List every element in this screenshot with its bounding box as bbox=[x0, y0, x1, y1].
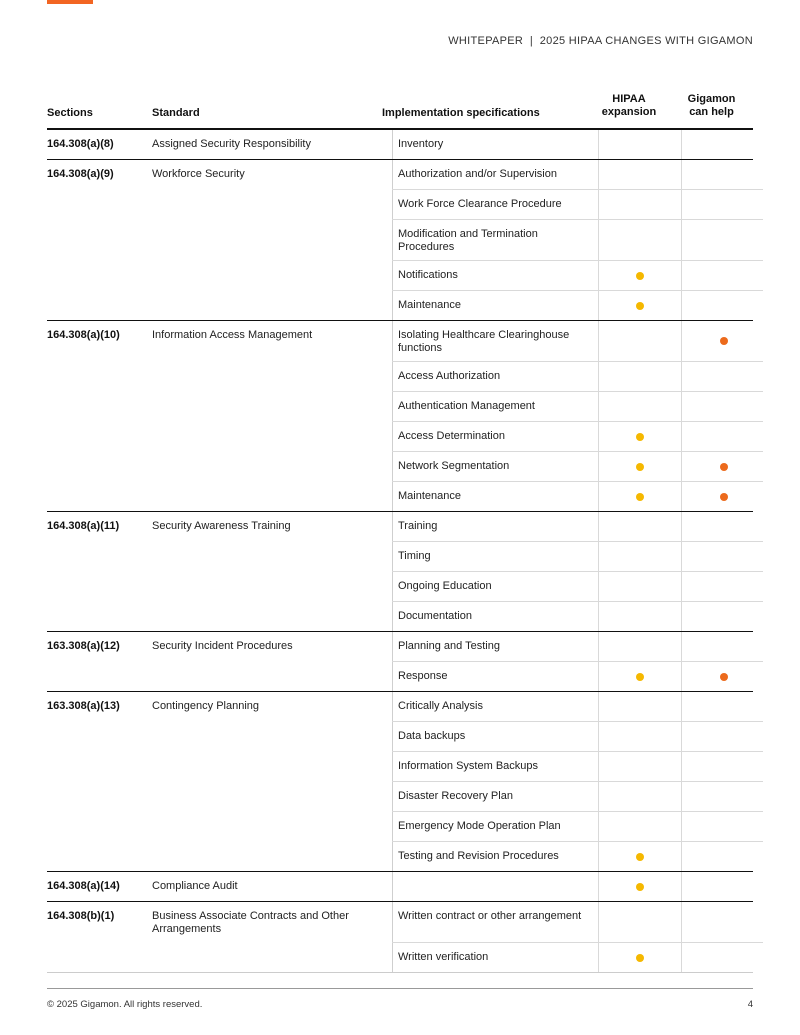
table-group bbox=[47, 130, 753, 160]
spec-cell: Inventory bbox=[392, 130, 598, 159]
section-cell: 164.308(a)(11) bbox=[47, 520, 120, 532]
page-number: 4 bbox=[747, 999, 753, 1010]
table-group bbox=[47, 512, 753, 632]
hipaa-cell bbox=[598, 392, 681, 421]
section-cell: 164.308(a)(9) bbox=[47, 168, 114, 180]
spec-rows bbox=[392, 692, 763, 871]
table-row bbox=[392, 220, 763, 261]
table-row bbox=[392, 842, 763, 871]
hipaa-expansion-dot-icon bbox=[636, 853, 644, 861]
column-header-implementation: Implementation specifications bbox=[382, 107, 540, 119]
table-row bbox=[392, 261, 763, 291]
gigamon-can-help-dot-icon bbox=[720, 463, 728, 471]
hipaa-cell bbox=[598, 362, 681, 391]
spec-cell: Network Segmentation bbox=[392, 452, 598, 481]
table-row bbox=[392, 362, 763, 392]
gigamon-cell bbox=[681, 160, 765, 189]
gigamon-cell bbox=[681, 362, 765, 391]
spec-cell: Testing and Revision Procedures bbox=[392, 842, 598, 871]
section-cell: 164.308(b)(1) bbox=[47, 910, 115, 922]
gigamon-cell bbox=[681, 902, 765, 942]
spec-cell: Written contract or other arrangement bbox=[392, 902, 598, 942]
spec-rows bbox=[392, 872, 763, 901]
gigamon-cell bbox=[681, 512, 765, 541]
table-row bbox=[392, 452, 763, 482]
table-group bbox=[47, 902, 753, 973]
spec-cell: Critically Analysis bbox=[392, 692, 598, 721]
gigamon-cell bbox=[681, 812, 765, 841]
table-row bbox=[392, 190, 763, 220]
spec-rows bbox=[392, 512, 763, 631]
table-row bbox=[392, 662, 763, 691]
spec-cell: Access Authorization bbox=[392, 362, 598, 391]
gigamon-cell bbox=[681, 392, 765, 421]
spec-cell: Planning and Testing bbox=[392, 632, 598, 661]
gigamon-cell bbox=[681, 291, 765, 320]
section-cell: 164.308(a)(10) bbox=[47, 329, 120, 341]
gigamon-cell bbox=[681, 662, 765, 691]
hipaa-expansion-dot-icon bbox=[636, 954, 644, 962]
gigamon-cell bbox=[681, 602, 765, 631]
hipaa-cell bbox=[598, 220, 681, 260]
hipaa-cell bbox=[598, 722, 681, 751]
spec-rows bbox=[392, 632, 763, 691]
section-cell: 163.308(a)(12) bbox=[47, 640, 120, 652]
spec-cell bbox=[392, 872, 598, 901]
table-row bbox=[392, 572, 763, 602]
table-row bbox=[392, 422, 763, 452]
table-row bbox=[392, 722, 763, 752]
gigamon-can-help-dot-icon bbox=[720, 337, 728, 345]
hipaa-table bbox=[47, 90, 753, 973]
hipaa-expansion-dot-icon bbox=[636, 493, 644, 501]
accent-bar bbox=[47, 0, 93, 4]
hipaa-cell bbox=[598, 692, 681, 721]
standard-cell: Information Access Management bbox=[152, 329, 313, 341]
table-row bbox=[392, 160, 763, 190]
hipaa-cell bbox=[598, 812, 681, 841]
standard-cell: Assigned Security Responsibility bbox=[152, 138, 311, 150]
hipaa-expansion-dot-icon bbox=[636, 883, 644, 891]
column-header-standard: Standard bbox=[152, 107, 200, 119]
table-group bbox=[47, 321, 753, 512]
hipaa-cell bbox=[598, 321, 681, 361]
table-row bbox=[392, 692, 763, 722]
spec-cell: Documentation bbox=[392, 602, 598, 631]
spec-cell: Maintenance bbox=[392, 482, 598, 511]
spec-cell: Access Determination bbox=[392, 422, 598, 451]
gigamon-cell bbox=[681, 782, 765, 811]
spec-rows bbox=[392, 321, 763, 511]
table-group bbox=[47, 160, 753, 321]
hipaa-cell bbox=[598, 842, 681, 871]
hipaa-cell bbox=[598, 542, 681, 571]
section-cell: 164.308(a)(14) bbox=[47, 880, 120, 892]
spec-cell: Timing bbox=[392, 542, 598, 571]
hipaa-cell bbox=[598, 422, 681, 451]
spec-rows bbox=[392, 130, 763, 159]
spec-cell: Information System Backups bbox=[392, 752, 598, 781]
gigamon-cell bbox=[681, 632, 765, 661]
spec-cell: Emergency Mode Operation Plan bbox=[392, 812, 598, 841]
gigamon-cell bbox=[681, 220, 765, 260]
table-row bbox=[392, 902, 763, 943]
table-row bbox=[392, 291, 763, 320]
hipaa-cell bbox=[598, 872, 681, 901]
column-header-gigamon-line2: can help bbox=[689, 106, 734, 118]
spec-cell: Maintenance bbox=[392, 291, 598, 320]
column-header-hipaa-line2: expansion bbox=[601, 106, 657, 118]
spec-cell: Work Force Clearance Procedure bbox=[392, 190, 598, 219]
spec-cell: Ongoing Education bbox=[392, 572, 598, 601]
spec-cell: Response bbox=[392, 662, 598, 691]
gigamon-cell bbox=[681, 130, 765, 159]
table-row bbox=[392, 812, 763, 842]
column-header-hipaa bbox=[588, 93, 670, 128]
spec-cell: Modification and Termination Procedures bbox=[392, 220, 598, 260]
footer-copyright: © 2025 Gigamon. All rights reserved. bbox=[47, 999, 203, 1010]
gigamon-cell bbox=[681, 261, 765, 290]
standard-cell: Compliance Audit bbox=[152, 880, 238, 892]
gigamon-can-help-dot-icon bbox=[720, 673, 728, 681]
table-group bbox=[47, 872, 753, 902]
table-row bbox=[392, 130, 763, 159]
hipaa-cell bbox=[598, 130, 681, 159]
spec-rows bbox=[392, 902, 763, 972]
table-row bbox=[392, 602, 763, 631]
hipaa-cell bbox=[598, 190, 681, 219]
spec-rows bbox=[392, 160, 763, 320]
hipaa-cell bbox=[598, 662, 681, 691]
gigamon-cell bbox=[681, 722, 765, 751]
table-group bbox=[47, 692, 753, 872]
spec-cell: Notifications bbox=[392, 261, 598, 290]
gigamon-cell bbox=[681, 482, 765, 511]
spec-cell: Data backups bbox=[392, 722, 598, 751]
gigamon-cell bbox=[681, 452, 765, 481]
hipaa-cell bbox=[598, 291, 681, 320]
table-row bbox=[392, 752, 763, 782]
spec-cell: Authentication Management bbox=[392, 392, 598, 421]
table-row bbox=[392, 943, 763, 972]
table-row bbox=[392, 632, 763, 662]
spec-cell: Training bbox=[392, 512, 598, 541]
table-header-row bbox=[47, 90, 753, 130]
column-header-gigamon-line1: Gigamon bbox=[687, 93, 736, 105]
section-cell: 163.308(a)(13) bbox=[47, 700, 120, 712]
hipaa-cell bbox=[598, 602, 681, 631]
section-cell: 164.308(a)(8) bbox=[47, 138, 114, 150]
table-row bbox=[392, 512, 763, 542]
standard-cell: Contingency Planning bbox=[152, 700, 260, 712]
table-row bbox=[392, 392, 763, 422]
hipaa-expansion-dot-icon bbox=[636, 673, 644, 681]
hipaa-cell bbox=[598, 261, 681, 290]
table-row bbox=[392, 542, 763, 572]
column-header-hipaa-line1: HIPAA bbox=[612, 93, 646, 105]
gigamon-cell bbox=[681, 872, 765, 901]
gigamon-cell bbox=[681, 842, 765, 871]
table-row bbox=[392, 782, 763, 812]
hipaa-cell bbox=[598, 752, 681, 781]
gigamon-cell bbox=[681, 692, 765, 721]
gigamon-cell bbox=[681, 321, 765, 361]
hipaa-cell bbox=[598, 632, 681, 661]
standard-cell: Security Incident Procedures bbox=[152, 640, 293, 652]
hipaa-expansion-dot-icon bbox=[636, 272, 644, 280]
table-row bbox=[392, 321, 763, 362]
hipaa-cell bbox=[598, 572, 681, 601]
hipaa-expansion-dot-icon bbox=[636, 463, 644, 471]
spec-cell: Disaster Recovery Plan bbox=[392, 782, 598, 811]
standard-cell: Workforce Security bbox=[152, 168, 245, 180]
hipaa-cell bbox=[598, 902, 681, 942]
gigamon-cell bbox=[681, 542, 765, 571]
column-header-sections: Sections bbox=[47, 107, 93, 119]
spec-cell: Isolating Healthcare Clearinghouse functions bbox=[392, 321, 598, 361]
hipaa-expansion-dot-icon bbox=[636, 433, 644, 441]
spec-cell: Written verification bbox=[392, 943, 598, 972]
hipaa-cell bbox=[598, 943, 681, 972]
hipaa-cell bbox=[598, 512, 681, 541]
gigamon-cell bbox=[681, 752, 765, 781]
hipaa-cell bbox=[598, 782, 681, 811]
footer-divider bbox=[47, 988, 753, 989]
column-header-gigamon bbox=[670, 93, 753, 128]
standard-cell: Security Awareness Training bbox=[152, 520, 291, 532]
gigamon-cell bbox=[681, 943, 765, 972]
page-header: WHITEPAPER | 2025 HIPAA CHANGES WITH GIGAMON bbox=[448, 35, 753, 47]
gigamon-can-help-dot-icon bbox=[720, 493, 728, 501]
spec-cell: Authorization and/or Supervision bbox=[392, 160, 598, 189]
gigamon-cell bbox=[681, 190, 765, 219]
gigamon-cell bbox=[681, 572, 765, 601]
table-row bbox=[392, 872, 763, 901]
hipaa-expansion-dot-icon bbox=[636, 302, 644, 310]
hipaa-cell bbox=[598, 452, 681, 481]
hipaa-cell bbox=[598, 482, 681, 511]
table-group bbox=[47, 632, 753, 692]
table-body bbox=[47, 130, 753, 973]
table-row bbox=[392, 482, 763, 511]
standard-cell: Business Associate Contracts and Other Arrangements bbox=[152, 910, 349, 935]
hipaa-cell bbox=[598, 160, 681, 189]
gigamon-cell bbox=[681, 422, 765, 451]
